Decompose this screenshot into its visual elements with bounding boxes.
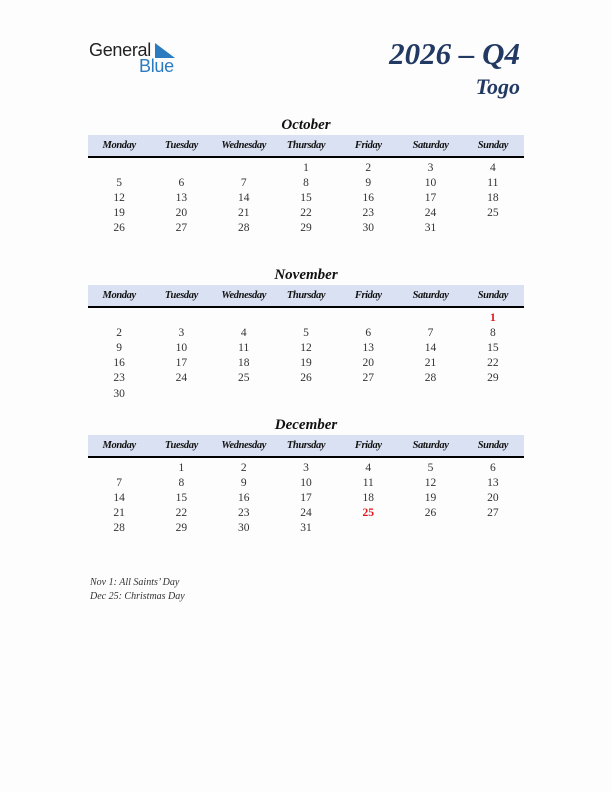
week-row: [88, 221, 524, 236]
date-cell: 6: [489, 461, 496, 474]
date-cell: 24: [424, 207, 437, 220]
date-cell: 22: [300, 207, 312, 220]
weekday-header: Wednesday: [221, 290, 267, 301]
weekday-header: Thursday: [286, 140, 326, 151]
date-cell: 11: [487, 176, 499, 189]
date-cell: 19: [113, 207, 125, 220]
date-cell: 1: [178, 461, 185, 474]
date-cell: 27: [175, 222, 188, 235]
date-cell: 16: [362, 191, 375, 204]
date-cell: 19: [424, 491, 437, 504]
date-cell: 2: [116, 326, 123, 339]
weekday-header: Tuesday: [164, 290, 198, 301]
date-cell: 31: [424, 222, 437, 235]
page-title: 2026 – Q4: [389, 36, 520, 71]
date-cell: 18: [487, 191, 499, 204]
date-cell: 29: [487, 372, 499, 385]
weekday-header: Wednesday: [221, 140, 267, 151]
weekday-header: Thursday: [286, 440, 326, 451]
date-cell: 15: [175, 491, 188, 504]
weekday-header: Sunday: [477, 140, 508, 151]
weekday-header: Monday: [102, 440, 136, 451]
date-cell: 18: [362, 491, 375, 504]
weekday-header: Sunday: [477, 290, 508, 301]
weekday-header: Saturday: [412, 290, 449, 301]
weekday-header: Friday: [354, 140, 382, 151]
date-cell: 5: [303, 326, 309, 339]
date-cell: 26: [113, 222, 125, 235]
date-cell: 2: [240, 461, 247, 474]
generalblue-logo: [89, 40, 189, 76]
date-cell: 2: [365, 161, 372, 174]
week-row: [88, 206, 524, 221]
holiday-notes: [90, 576, 185, 603]
weekday-header: Friday: [354, 290, 382, 301]
date-cell: 6: [365, 326, 372, 339]
week-row: [88, 386, 524, 401]
month-november: [88, 265, 524, 401]
date-cell: 4: [365, 461, 372, 474]
week-row: [88, 475, 524, 490]
date-cell: 17: [175, 357, 188, 370]
date-cell: 9: [240, 476, 247, 489]
weekday-header: Tuesday: [164, 440, 198, 451]
date-cell: 5: [427, 461, 434, 474]
date-cell: 9: [365, 176, 372, 189]
month-december: [88, 415, 524, 536]
holiday-note: Dec 25: Christmas Day: [90, 590, 185, 602]
month-name: December: [274, 417, 338, 433]
date-cell: 12: [300, 341, 312, 354]
week-row: [88, 490, 524, 505]
date-cell: 8: [303, 176, 309, 189]
weekday-header: Thursday: [286, 290, 326, 301]
weekday-header: Friday: [354, 440, 382, 451]
date-cell: 24: [300, 507, 312, 520]
date-cell: 28: [424, 372, 437, 385]
date-cell: 5: [116, 176, 123, 189]
weekday-header: Tuesday: [164, 140, 198, 151]
weekday-header-row: [88, 435, 524, 458]
date-cell: 10: [424, 176, 437, 189]
date-cell: 12: [424, 476, 437, 489]
date-cell: 3: [303, 461, 309, 474]
date-cell: 21: [237, 207, 250, 220]
date-cell: 1: [303, 161, 309, 174]
date-cell: 29: [300, 222, 312, 235]
date-cell: 11: [238, 341, 250, 354]
date-cell: 15: [300, 191, 312, 204]
date-cell: 22: [487, 357, 499, 370]
week-row: [88, 521, 524, 536]
date-cell: 3: [427, 161, 434, 174]
date-cell: 14: [237, 191, 250, 204]
date-cell: 7: [116, 476, 123, 489]
date-cell: 29: [175, 522, 188, 535]
date-cell: 9: [116, 341, 123, 354]
week-row: [88, 160, 524, 175]
date-cell: 23: [237, 507, 250, 520]
date-cell: 27: [487, 507, 499, 520]
date-cell: 27: [362, 372, 375, 385]
logo-text-blue: Blue: [139, 56, 174, 76]
holiday-date-cell: 25: [362, 507, 375, 520]
date-cell: 30: [237, 522, 250, 535]
date-cell: 7: [240, 176, 247, 189]
date-cell: 17: [424, 191, 437, 204]
date-cell: 21: [113, 507, 125, 520]
date-cell: 26: [300, 372, 312, 385]
date-cell: 16: [113, 357, 125, 370]
weekday-header: Wednesday: [221, 440, 267, 451]
logo-text-general: General: [89, 40, 151, 60]
weekday-header: Saturday: [412, 440, 449, 451]
date-cell: 24: [175, 372, 188, 385]
week-row: [88, 175, 524, 190]
holiday-note: Nov 1: All Saints’ Day: [90, 577, 180, 588]
date-cell: 30: [113, 387, 125, 400]
month-october: [88, 115, 524, 236]
date-cell: 20: [487, 491, 499, 504]
date-cell: 8: [178, 476, 185, 489]
date-cell: 8: [489, 326, 496, 339]
date-cell: 7: [427, 326, 434, 339]
date-cell: 17: [300, 491, 312, 504]
weekday-header-row: [88, 135, 524, 158]
date-cell: 21: [424, 357, 437, 370]
date-cell: 18: [237, 357, 250, 370]
holiday-date-cell: 1: [489, 311, 496, 324]
date-cell: 3: [178, 326, 185, 339]
week-row: [88, 506, 524, 521]
weekday-header: Monday: [102, 290, 136, 301]
week-row: [88, 190, 524, 205]
date-cell: 6: [178, 176, 185, 189]
date-cell: 26: [424, 507, 437, 520]
date-cell: 14: [113, 491, 125, 504]
week-row: [88, 340, 524, 355]
date-cell: 31: [300, 522, 312, 535]
week-row: [88, 371, 524, 386]
date-cell: 13: [362, 341, 375, 354]
date-cell: 20: [362, 357, 375, 370]
date-cell: 23: [113, 372, 125, 385]
date-cell: 10: [300, 476, 312, 489]
date-cell: 25: [237, 372, 250, 385]
country-name: Togo: [475, 74, 520, 99]
week-row: [88, 310, 524, 325]
week-row: [88, 460, 524, 475]
week-row: [88, 356, 524, 371]
date-cell: 13: [175, 191, 188, 204]
date-cell: 11: [362, 476, 374, 489]
date-cell: 14: [424, 341, 437, 354]
date-cell: 15: [487, 341, 499, 354]
date-cell: 28: [113, 522, 125, 535]
date-cell: 10: [175, 341, 188, 354]
date-cell: 19: [300, 357, 312, 370]
weekday-header-row: [88, 285, 524, 308]
month-name: November: [274, 267, 338, 283]
weekday-header: Saturday: [412, 140, 449, 151]
month-name: October: [281, 117, 331, 133]
date-cell: 25: [487, 207, 499, 220]
date-cell: 28: [237, 222, 250, 235]
date-cell: 22: [175, 507, 188, 520]
date-cell: 23: [362, 207, 375, 220]
date-cell: 4: [489, 161, 496, 174]
date-cell: 30: [362, 222, 375, 235]
date-cell: 12: [113, 191, 125, 204]
date-cell: 4: [240, 326, 247, 339]
weekday-header: Monday: [102, 140, 136, 151]
date-cell: 13: [487, 476, 499, 489]
week-row: [88, 325, 524, 340]
date-cell: 16: [237, 491, 250, 504]
weekday-header: Sunday: [477, 440, 508, 451]
date-cell: 20: [175, 207, 188, 220]
